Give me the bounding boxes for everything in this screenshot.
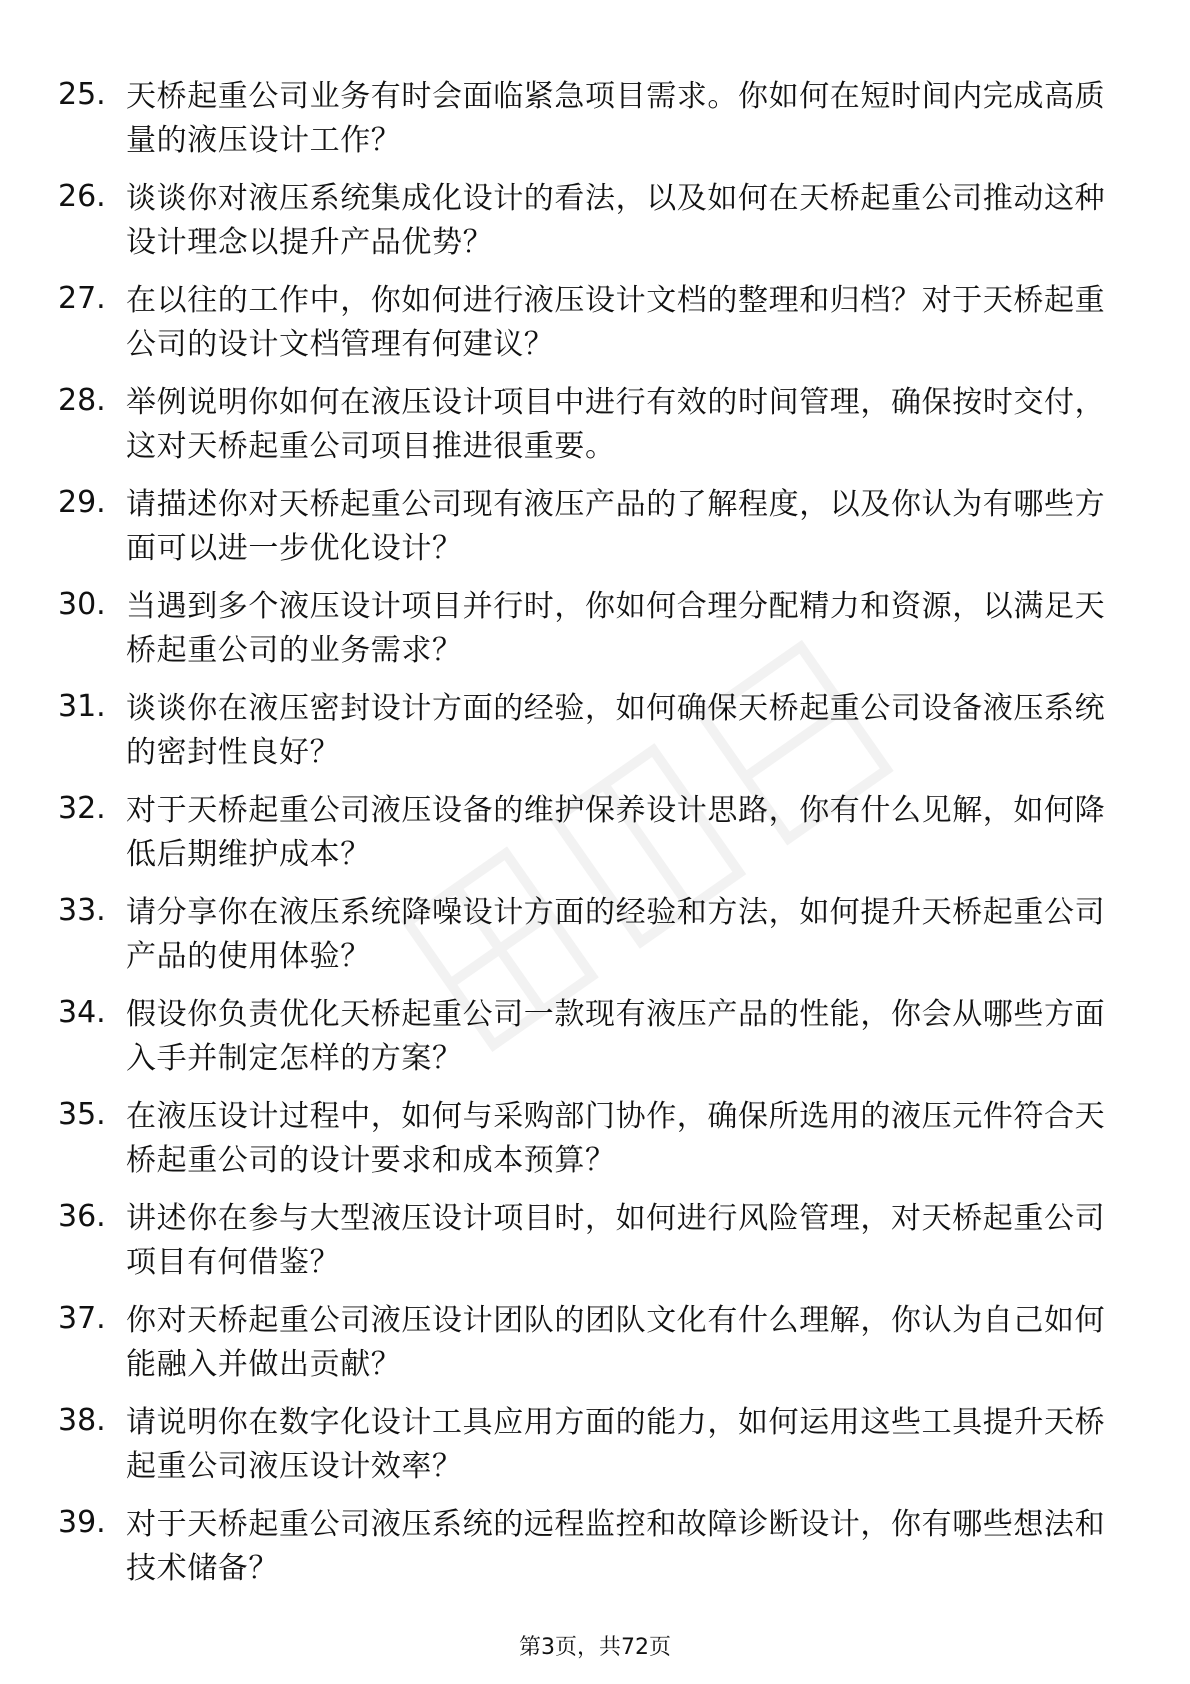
question-number: 31. <box>58 689 106 724</box>
question-number: 29. <box>58 485 106 520</box>
question-item <box>58 1498 1118 1600</box>
question-text: 请描述你对天桥起重公司现有液压产品的了解程度，以及你认为有哪些方面可以进一步优化设计？ <box>126 487 1106 566</box>
question-text: 对于天桥起重公司液压设备的维护保养设计思路，你有什么见解，如何降低后期维护成本？ <box>126 793 1106 872</box>
question-item <box>58 172 1118 274</box>
question-number: 32. <box>58 791 106 826</box>
question-item <box>58 1090 1118 1192</box>
question-item <box>58 988 1118 1090</box>
question-item <box>58 1192 1118 1294</box>
question-number: 34. <box>58 995 106 1030</box>
question-text: 讲述你在参与大型液压设计项目时，如何进行风险管理，对天桥起重公司项目有何借鉴？ <box>126 1201 1106 1280</box>
question-number: 33. <box>58 893 106 928</box>
question-item <box>58 1396 1118 1498</box>
question-item <box>58 784 1118 886</box>
question-text: 假设你负责优化天桥起重公司一款现有液压产品的性能，你会从哪些方面入手并制定怎样的方案？ <box>126 997 1106 1076</box>
question-text: 天桥起重公司业务有时会面临紧急项目需求。你如何在短时间内完成高质量的液压设计工作？ <box>126 79 1106 158</box>
question-text: 请说明你在数字化设计工具应用方面的能力，如何运用这些工具提升天桥起重公司液压设计效率？ <box>126 1405 1106 1484</box>
question-text: 请分享你在液压系统降噪设计方面的经验和方法，如何提升天桥起重公司产品的使用体验？ <box>126 895 1106 974</box>
question-text: 你对天桥起重公司液压设计团队的团队文化有什么理解，你认为自己如何能融入并做出贡献？ <box>126 1303 1106 1382</box>
question-item <box>58 70 1118 172</box>
question-text: 对于天桥起重公司液压系统的远程监控和故障诊断设计，你有哪些想法和技术储备？ <box>126 1507 1106 1586</box>
question-number: 36. <box>58 1199 106 1234</box>
question-item <box>58 274 1118 376</box>
question-item <box>58 1294 1118 1396</box>
question-number: 28. <box>58 383 106 418</box>
question-item <box>58 478 1118 580</box>
question-text: 举例说明你如何在液压设计项目中进行有效的时间管理，确保按时交付，这对天桥起重公司项目推进很重要。 <box>126 385 1106 464</box>
question-item <box>58 886 1118 988</box>
question-number: 37. <box>58 1301 106 1336</box>
question-text: 谈谈你在液压密封设计方面的经验，如何确保天桥起重公司设备液压系统的密封性良好？ <box>126 691 1106 770</box>
question-number: 30. <box>58 587 106 622</box>
page-footer: 第3页，共72页 <box>519 1635 671 1660</box>
question-number: 25. <box>58 77 106 112</box>
question-item <box>58 376 1118 478</box>
question-number: 26. <box>58 179 106 214</box>
question-number: 35. <box>58 1097 106 1132</box>
question-list <box>58 70 1118 1600</box>
question-number: 39. <box>58 1505 106 1540</box>
question-item <box>58 580 1118 682</box>
question-text: 当遇到多个液压设计项目并行时，你如何合理分配精力和资源，以满足天桥起重公司的业务需求？ <box>126 589 1106 668</box>
question-text: 在以往的工作中，你如何进行液压设计文档的整理和归档？对于天桥起重公司的设计文档管理有何建议？ <box>126 283 1106 362</box>
question-number: 38. <box>58 1403 106 1438</box>
question-text: 在液压设计过程中，如何与采购部门协作，确保所选用的液压元件符合天桥起重公司的设计要求和成本预算？ <box>126 1099 1106 1178</box>
question-text: 谈谈你对液压系统集成化设计的看法，以及如何在天桥起重公司推动这种设计理念以提升产品优势？ <box>126 181 1106 260</box>
question-number: 27. <box>58 281 106 316</box>
question-item <box>58 682 1118 784</box>
